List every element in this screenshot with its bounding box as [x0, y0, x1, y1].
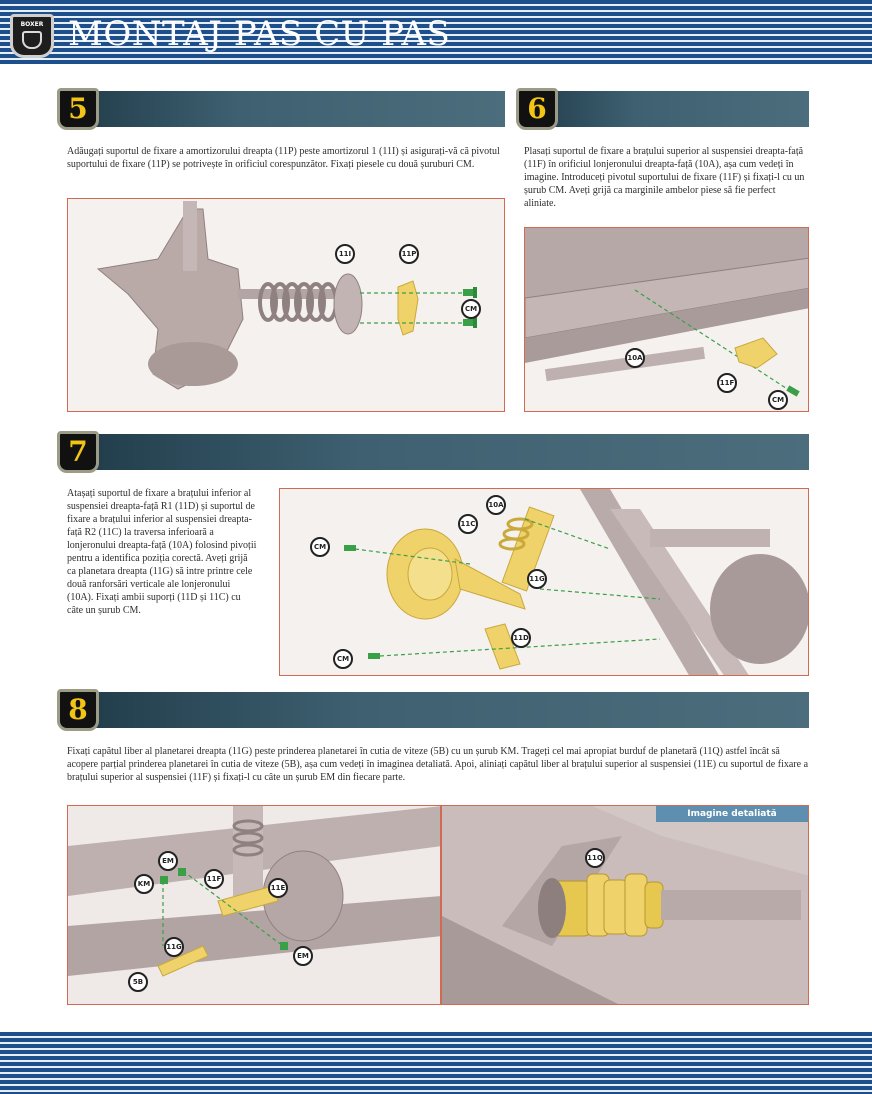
- step-8-bar: [60, 692, 809, 728]
- step-5-drawing: [68, 199, 505, 412]
- part-tag-em: EM: [293, 946, 313, 966]
- page-title: MONTAJ PAS CU PAS: [68, 14, 451, 54]
- step-8-detail-illustration: [441, 805, 809, 1005]
- footer-band: [0, 1032, 872, 1094]
- part-tag-cm: CM: [310, 537, 330, 557]
- step-8-detail-drawing: [442, 806, 809, 1005]
- brand-logo: [10, 14, 54, 58]
- step-number: 6: [527, 92, 547, 125]
- step-6-text: Plasați suportul de fixare a brațului superior al suspensiei dreapta-față (11F) în orificiul lonjeronului dreapta-față (10A), așa cum vedeți în imagine. Introduceți pivotul suportului de fixare (11F) și fixați-l cu un șurub CM. Aveți grijă ca marginile ambelor piese să fie perfect aliniate.: [524, 146, 805, 209]
- part-tag-10a: 10A: [486, 495, 506, 515]
- part-tag-5b: 5B: [128, 972, 148, 992]
- step-8-text: Fixați capătul liber al planetarei dreapta (11G) peste prinderea planetarei în cutia de viteze (5B) cu un șurub KM. Trageți cel mai apropiat burduf de planetară (11Q) astfel încât să acopere parțial prinderea planetarei în cutia de viteze (5B), așa cum vedeți în imaginea detaliată. Apoi, aliniați capătul liber al brațului superior al suspensiei (11E) cu suportul de fixare a brațului superior al suspensiei (11F) și fixați-l cu câte un șurub EM din fiecare parte.: [67, 746, 809, 783]
- detail-view-label: Imagine detaliată: [656, 806, 808, 822]
- step-6-number-badge: [516, 88, 558, 130]
- header: [0, 0, 872, 64]
- step-7-bar: [60, 434, 809, 470]
- part-tag-em: EM: [158, 851, 178, 871]
- step-5-bar: [60, 91, 505, 127]
- step-number: 7: [68, 435, 88, 468]
- part-tag-11e: 11E: [268, 878, 288, 898]
- part-tag-cm: CM: [461, 299, 481, 319]
- part-tag-cm: CM: [333, 649, 353, 669]
- step-6-drawing: [525, 228, 809, 412]
- step-6-bar: [519, 91, 809, 127]
- part-tag-km: KM: [134, 874, 154, 894]
- step-7-number-badge: [57, 431, 99, 473]
- part-tag-11q: 11Q: [585, 848, 605, 868]
- part-tag-11i: 11I: [335, 244, 355, 264]
- part-tag-11f: 11F: [204, 869, 224, 889]
- part-tag-11p: 11P: [399, 244, 419, 264]
- part-tag-11g: 11G: [164, 937, 184, 957]
- logo-text: BOXER: [20, 21, 44, 28]
- shield-icon: [22, 31, 42, 49]
- part-tag-11c: 11C: [458, 514, 478, 534]
- step-7-illustration: [279, 488, 809, 676]
- step-number: 8: [68, 693, 88, 726]
- step-8-illustration: [67, 805, 441, 1005]
- step-5-text: Adăugați suportul de fixare a amortizorului dreapta (11P) peste amortizorul 1 (11I) și asigurați-vă că pivotul suportului de fixare (11P) se potrivește în orificiul corespunzător. Fixați piesele cu două șuruburi CM.: [67, 146, 500, 170]
- step-8-drawing: [68, 806, 441, 1005]
- part-tag-11g: 11G: [527, 569, 547, 589]
- step-8-number-badge: [57, 689, 99, 731]
- part-tag-cm: CM: [768, 390, 788, 410]
- part-tag-11f: 11F: [717, 373, 737, 393]
- step-5-illustration: [67, 198, 505, 412]
- step-number: 5: [68, 92, 88, 125]
- part-tag-11d: 11D: [511, 628, 531, 648]
- step-6-illustration: [524, 227, 809, 412]
- step-5-number-badge: [57, 88, 99, 130]
- part-tag-10a: 10A: [625, 348, 645, 368]
- step-7-text: Atașați suportul de fixare a brațului inferior al suspensiei dreapta-față R1 (11D) și suportul de fixare a brațului inferior al suspensiei dreapta-față R2 (11C) la traversa inferioară a lonjeronului dreapta-față (10A) folosind pivoții pentru a identifica poziția corectă. Aveți grijă ca planetara dreapta (11G) să intre printre cele două ranforsări verticale ale lonjeronului (10A). Fixați ambii suporți (11D și 11C) cu câte un șurub CM.: [67, 488, 257, 616]
